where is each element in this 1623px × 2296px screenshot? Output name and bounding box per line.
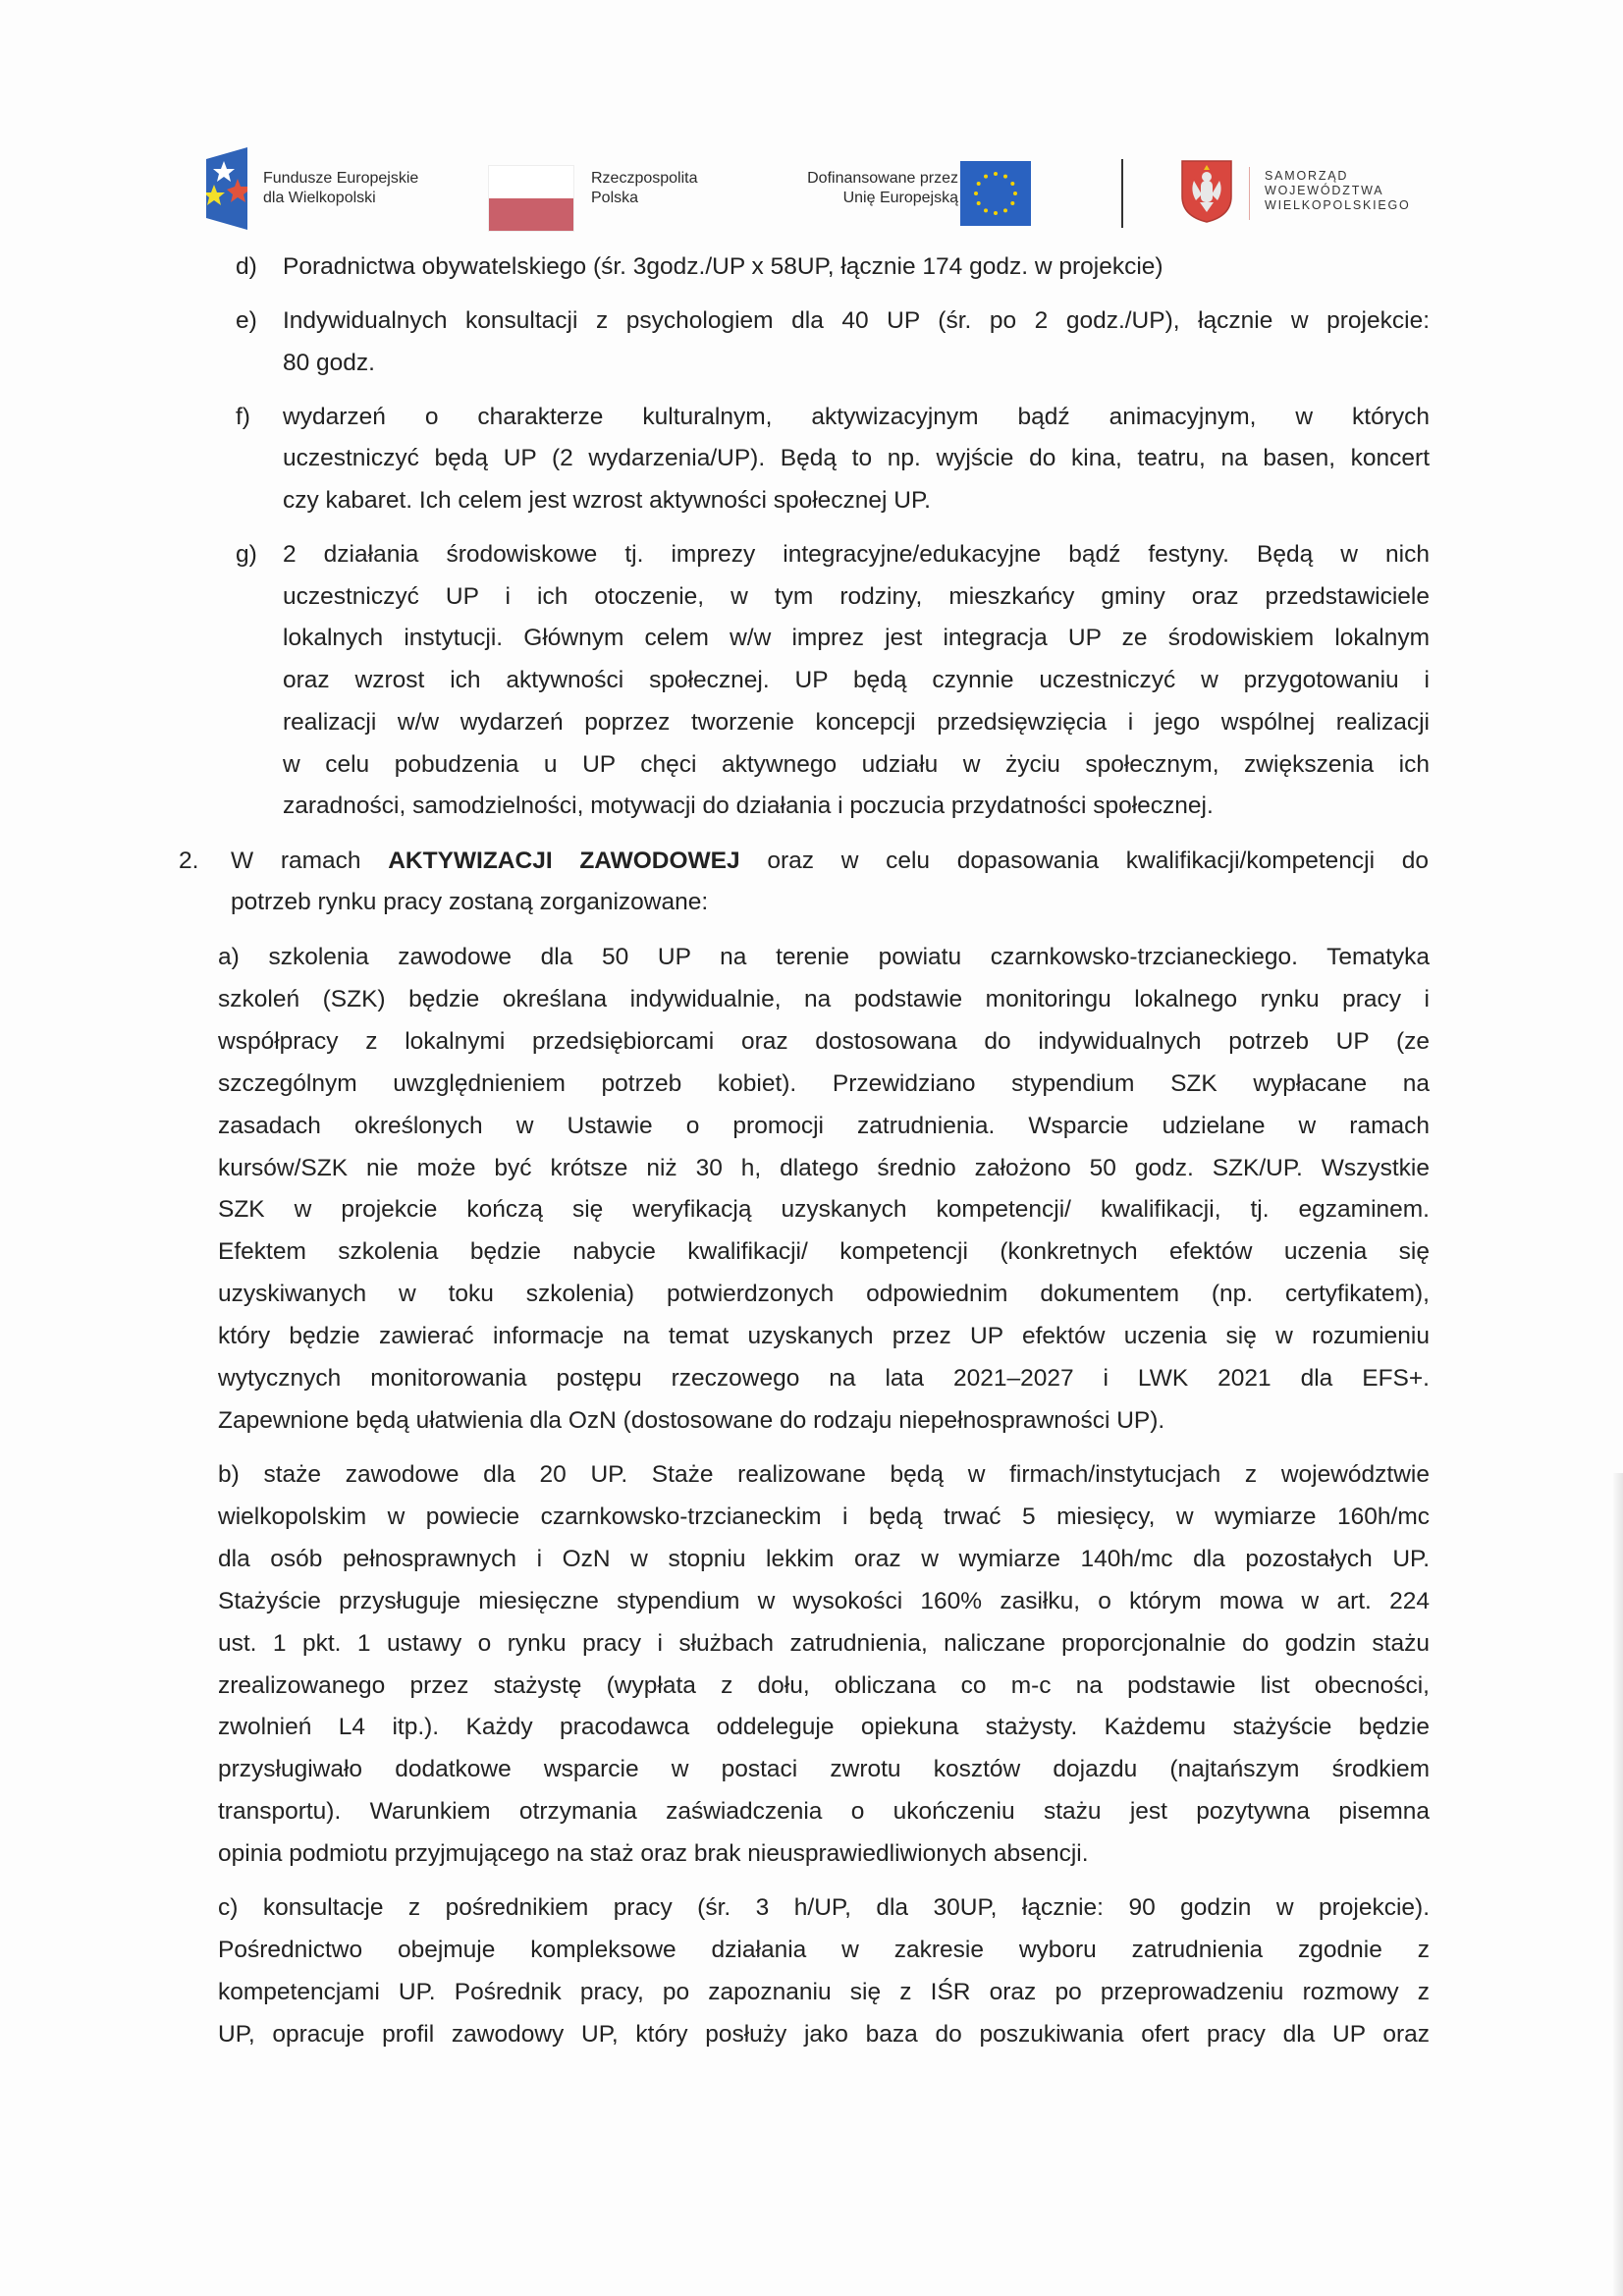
subitem-b-line: transportu). Warunkiem otrzymania zaświadczenia o ukończeniu stażu jest pozytywna pisemna: [218, 1798, 1430, 1826]
funds-logo-text: [263, 169, 418, 208]
region-logo-line3: WIELKOPOLSKIEGO: [1265, 198, 1411, 212]
subitem-c-line: Pośrednictwo obejmuje kompleksowe działania w zakresie wyboru zatrudnienia zgodnie z: [218, 1936, 1430, 1963]
wielkopolska-coat-of-arms-icon: [1180, 159, 1233, 224]
scan-edge-shadow: [1613, 1473, 1623, 2296]
list-marker-e: e): [236, 307, 257, 334]
funds-logo-line2: dla Wielkopolski: [263, 190, 376, 206]
poland-flag-icon: [488, 165, 574, 232]
item-g-line: uczestniczyć UP i ich otoczenie, w tym rodziny, mieszkańcy gminy oraz przedstawiciele: [283, 583, 1430, 610]
region-logo-divider: [1249, 167, 1250, 220]
subitem-c-line: c) konsultacje z pośrednikiem pracy (śr. 3 h/UP, dla 30UP, łącznie: 90 godzin w projekcie).: [218, 1894, 1430, 1921]
eu-star-icon: [977, 182, 981, 186]
eu-star-icon: [977, 201, 981, 205]
subitem-a-line: współpracy z lokalnymi przedsiębiorcami oraz dostosowana do indywidualnych potrzeb UP (ze: [218, 1027, 1430, 1055]
subitem-b-line: ust. 1 pkt. 1 ustawy o rynku pracy i służbach zatrudnienia, naliczane proporcjonalnie do godzin stażu: [218, 1629, 1430, 1657]
subitem-b-line: przysługiwało dodatkowe wsparcie w postaci zwrotu kosztów dojazdu (najtańszym środkiem: [218, 1756, 1430, 1783]
eu-star-icon: [994, 211, 998, 215]
subitem-a-line: wytycznych monitorowania postępu rzeczowego na lata 2021–2027 i LWK 2021 dla EFS+.: [218, 1365, 1430, 1392]
subitem-a-line: zasadach określonych w Ustawie o promocji zatrudnienia. Wsparcie udzielane w ramach: [218, 1112, 1430, 1139]
eu-star-icon: [974, 191, 978, 195]
eu-logo-line1: Dofinansowane przez: [807, 170, 958, 187]
poland-logo-line1: Rzeczpospolita: [591, 170, 698, 187]
subitem-a-line: Efektem szkolenia będzie nabycie kwalifikacji/ kompetencji (konkretnych efektów uczenia się: [218, 1238, 1430, 1266]
eu-star-icon: [1010, 182, 1014, 186]
eu-flag-icon: [960, 161, 1031, 226]
subitem-a-line: a) szkolenia zawodowe dla 50 UP na terenie powiatu czarnkowsko-trzcianeckiego. Tematyka: [218, 944, 1430, 970]
subitem-b-line: opinia podmiotu przyjmującego na staż oraz brak nieusprawiedliwionych absencji.: [218, 1840, 1089, 1868]
section-marker-2: 2.: [179, 847, 199, 874]
poland-logo-line2: Polska: [591, 190, 639, 206]
list-marker-f: f): [236, 404, 250, 430]
item-g-line: oraz wzrost ich aktywności społecznej. UP będą czynnie uczestniczyć w przygotowaniu i: [283, 667, 1430, 693]
item-e-line: Indywidualnych konsultacji z psychologiem dla 40 UP (śr. po 2 godz./UP), łącznie w projekcie:: [283, 307, 1430, 334]
subitem-b-line: zrealizowanego przez stażystę (wypłata z dołu, obliczana co m-c na podstawie list obecności,: [218, 1671, 1430, 1699]
list-marker-d: d): [236, 253, 257, 280]
subitem-a-line: Zapewnione będą ułatwienia dla OzN (dostosowane do rodzaju niepełnosprawności UP).: [218, 1406, 1165, 1434]
funds-europe-star-flag-icon: [206, 147, 247, 230]
eu-logo-line2: Unię Europejską: [842, 190, 958, 206]
item-f-line: czy kabaret. Ich celem jest wzrost aktywności społecznej UP.: [283, 487, 931, 514]
eu-star-icon: [984, 175, 988, 179]
subitem-a-line: szczególnym uwzględnieniem potrzeb kobiet). Przewidziano stypendium SZK wypłacane na: [218, 1069, 1430, 1097]
list-marker-g: g): [236, 541, 257, 568]
region-logo-text: [1265, 169, 1411, 213]
subitem-b-line: b) staże zawodowe dla 20 UP. Staże realizowane będą w firmach/instytucjach z województwie: [218, 1461, 1430, 1488]
subitem-b-line: dla osób pełnosprawnych i OzN w stopniu lekkim oraz w wymiarze 140h/mc dla pozostałych UP.: [218, 1545, 1430, 1572]
item-f-line: wydarzeń o charakterze kulturalnym, aktywizacyjnym bądź animacyjnym, w których: [283, 404, 1430, 430]
subitem-c-line: kompetencjami UP. Pośrednik pracy, po zapoznaniu się z IŚR oraz po przeprowadzeniu rozmowy z: [218, 1978, 1430, 2005]
eu-star-icon: [984, 208, 988, 212]
eu-star-icon: [1010, 201, 1014, 205]
item-f-line: uczestniczyć będą UP (2 wydarzenia/UP). Będą to np. wyjście do kina, teatru, na basen, koncert: [283, 445, 1430, 471]
funding-logos-header: [206, 147, 1424, 226]
subitem-a-line: który będzie zawierać informacje na temat uzyskanych przez UP efektów uczenia się w rozumieniu: [218, 1323, 1430, 1350]
subitem-a-line: uzyskiwanych w toku szkolenia) potwierdzonych odpowiednim dokumentem (np. certyfikatem),: [218, 1281, 1430, 1308]
funds-logo-line1: Fundusze Europejskie: [263, 170, 419, 187]
region-logo-line2: WOJEWÓDZTWA: [1265, 184, 1384, 197]
item-e-line: 80 godz.: [283, 350, 375, 376]
eu-logo-text: [764, 169, 958, 208]
subitem-a-line: kursów/SZK nie może być krótsze niż 30 h, dlatego średnio założono 50 godz. SZK/UP. Wszystkie: [218, 1154, 1430, 1181]
item-g-line: zaradności, samodzielności, motywacji do działania i poczucia przydatności społecznej.: [283, 793, 1214, 819]
subitem-c-line: UP, opracuje profil zawodowy UP, który posłuży jako baza do poszukiwania ofert pracy dla UP oraz: [218, 2020, 1430, 2048]
section2-intro-line: [231, 847, 1429, 876]
poland-logo-text: [591, 169, 698, 208]
item-g-line: 2 działania środowiskowe tj. imprezy integracyjne/edukacyjne bądź festyny. Będą w nich: [283, 541, 1430, 568]
item-d-line: Poradnictwa obywatelskiego (śr. 3godz./UP x 58UP, łącznie 174 godz. w projekcie): [283, 253, 1163, 280]
item-g-line: realizacji w/w wydarzeń poprzez tworzenie koncepcji przedsięwzięcia i jego wspólnej realizacji: [283, 709, 1430, 736]
section2-intro-line2: potrzeb rynku pracy zostaną zorganizowane:: [231, 889, 709, 915]
section2-pre: W ramach: [231, 847, 389, 874]
subitem-b-line: Stażyście przysługuje miesięczne stypendium w wysokości 160% zasiłku, o którym mowa w art. 224: [218, 1587, 1430, 1614]
item-g-line: w celu pobudzenia u UP chęci aktywnego udziału w życiu społecznym, zwiększenia ich: [283, 751, 1430, 778]
subitem-b-line: wielkopolskim w powiecie czarnkowsko-trzcianeckim i będą trwać 5 miesięcy, w wymiarze 160h/mc: [218, 1503, 1430, 1530]
eu-star-icon: [1013, 191, 1017, 195]
subitem-b-line: zwolnień L4 itp.). Każdy pracodawca oddeleguje opiekuna stażysty. Każdemu stażyście będzie: [218, 1714, 1430, 1741]
section2-bold-heading: AKTYWIZACJI ZAWODOWEJ: [388, 847, 740, 874]
item-g-line: lokalnych instytucji. Głównym celem w/w imprez jest integracja UP ze środowiskiem lokalnym: [283, 625, 1430, 651]
region-logo-line1: SAMORZĄD: [1265, 169, 1349, 183]
subitem-a-line: szkoleń (SZK) będzie określana indywidualnie, na podstawie monitoringu lokalnego rynku pracy i: [218, 985, 1430, 1012]
eu-star-icon: [1003, 208, 1007, 212]
logo-divider: [1121, 159, 1123, 228]
eu-star-icon: [994, 172, 998, 176]
section2-post: oraz w celu dopasowania kwalifikacji/kompetencji do: [739, 847, 1430, 874]
eu-star-icon: [1003, 175, 1007, 179]
subitem-a-line: SZK w projekcie kończą się weryfikacją uzyskanych kompetencji/ kwalifikacji, tj. egzaminem.: [218, 1196, 1430, 1224]
